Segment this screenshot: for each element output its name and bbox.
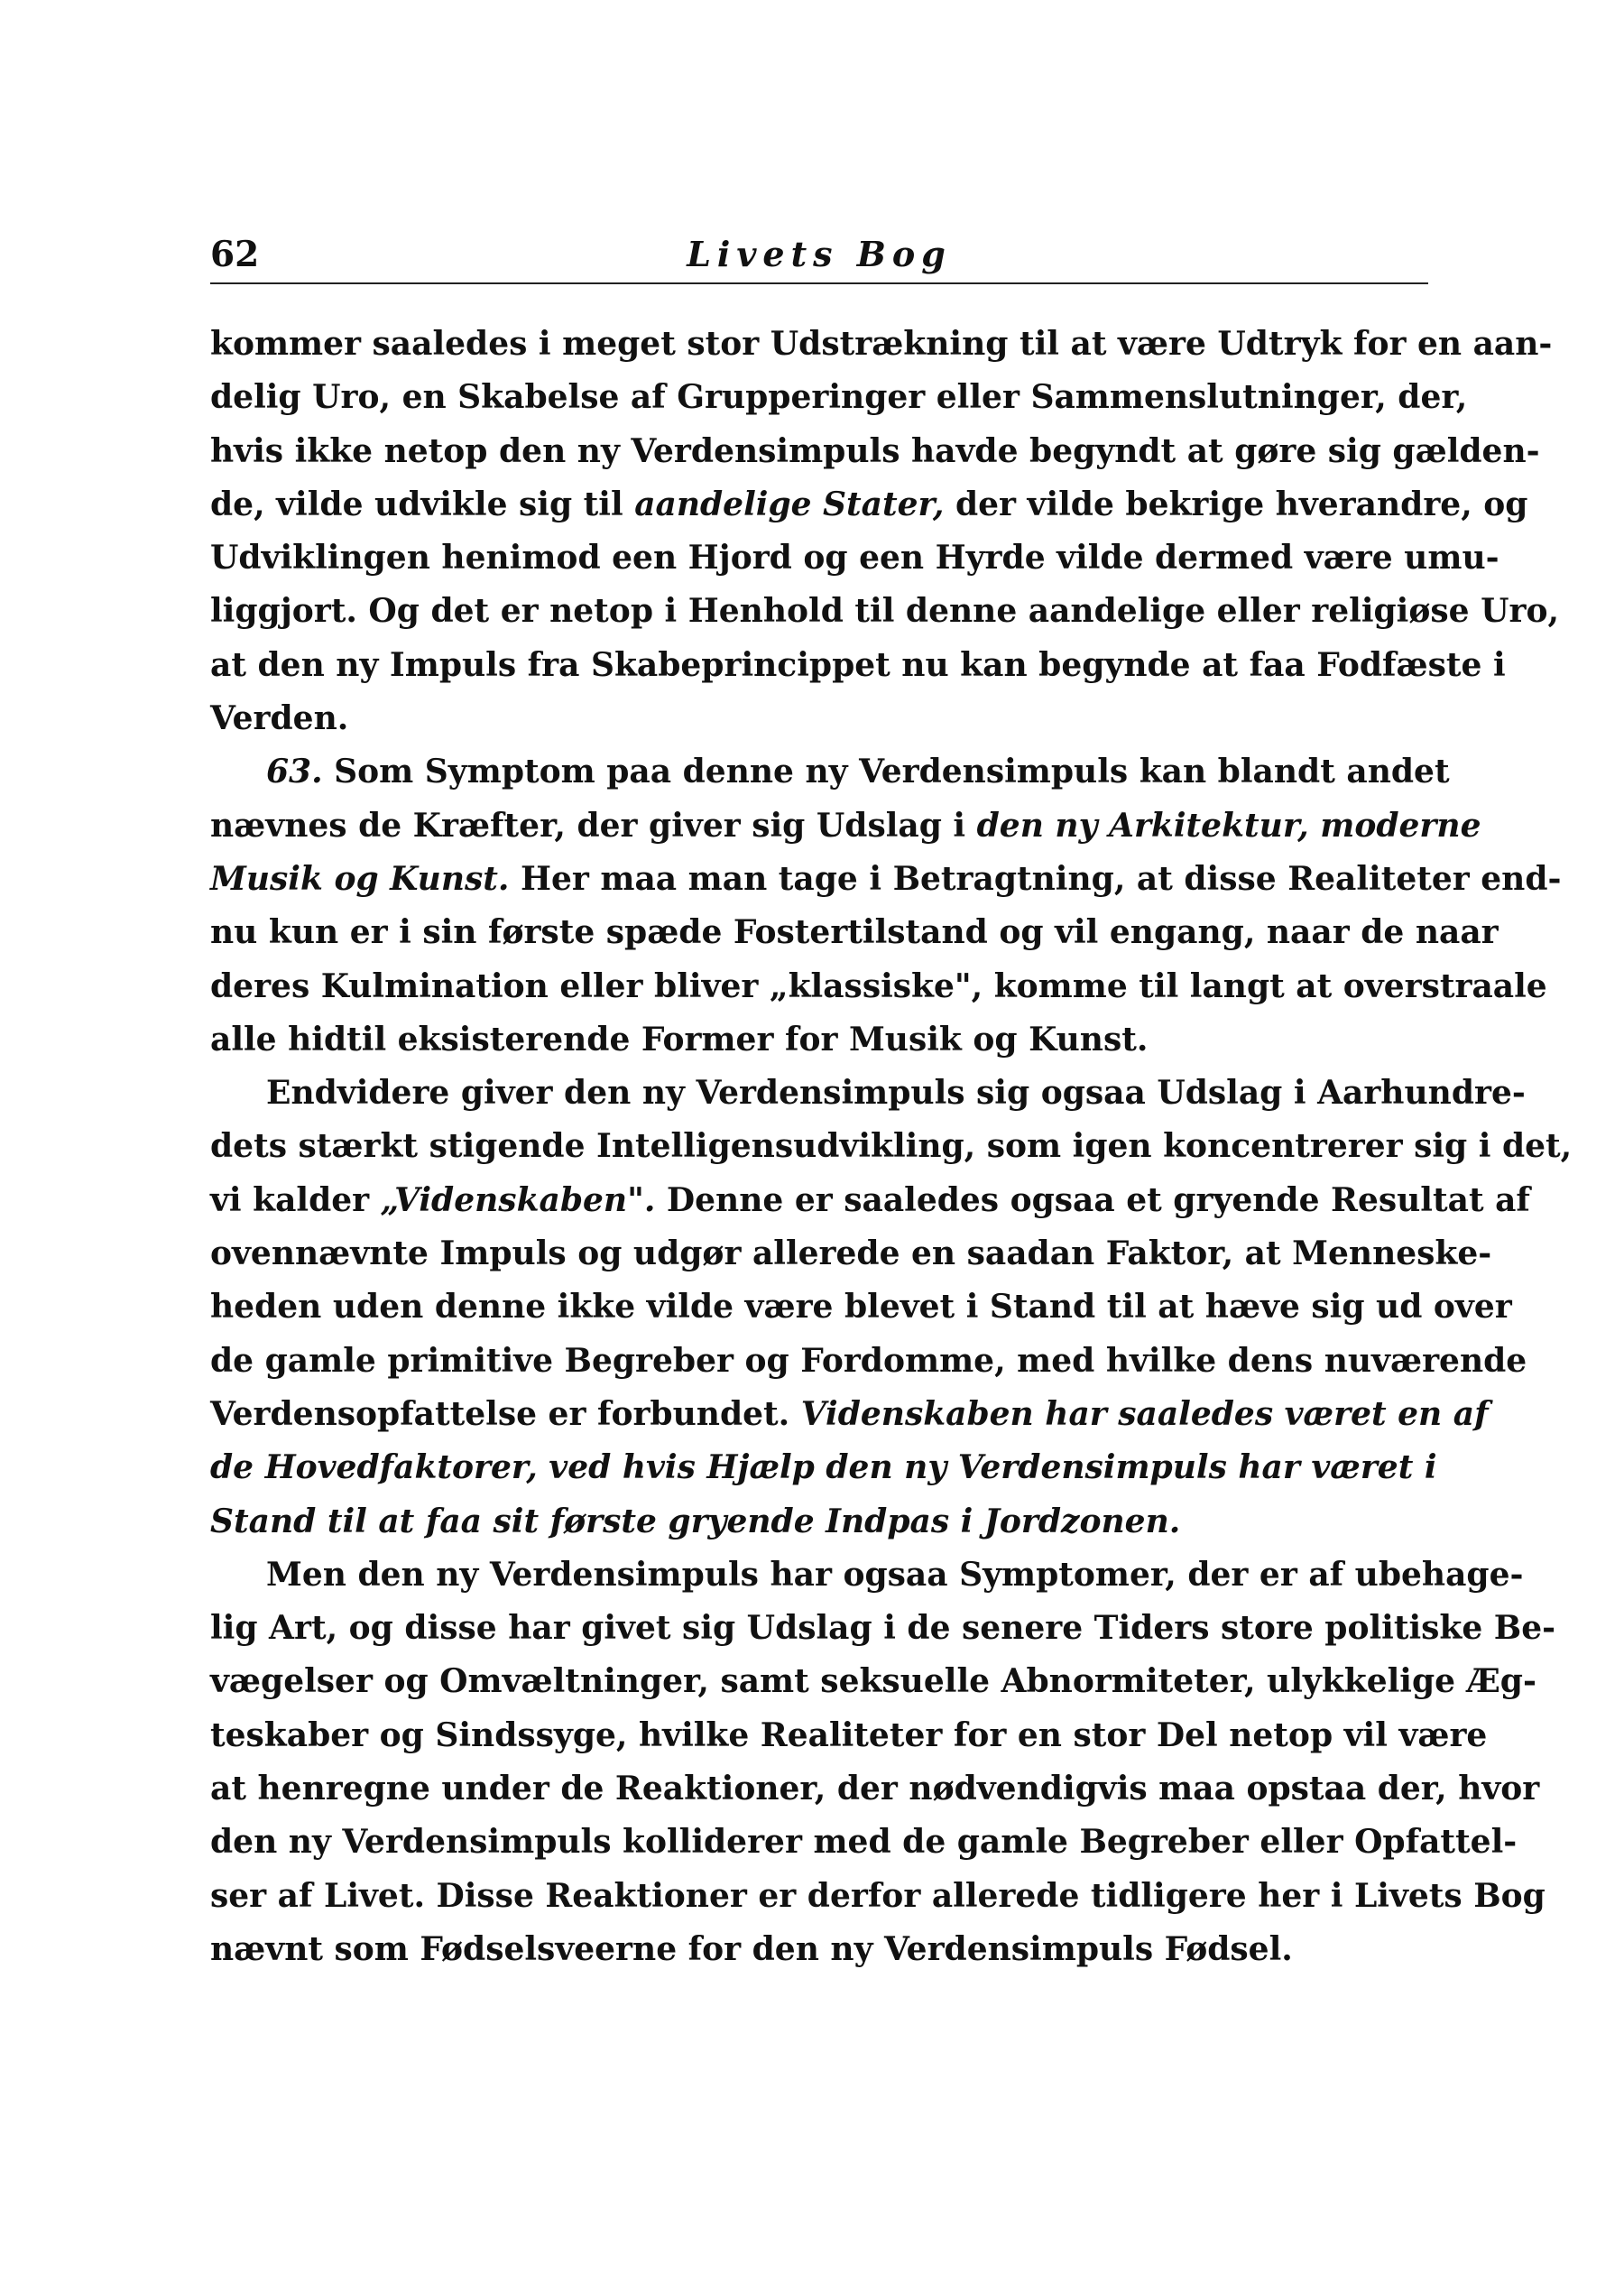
text-segment: Denne er saaledes ogsaa et gryende Resultat af [655,1180,1530,1219]
text-line: dets stærkt stigende Intelligensudvikling, som igen koncentrerer sig i det, [210,1127,1573,1166]
text-segment: Verdensopfattelse er forbundet. [210,1394,801,1433]
text-line: ser af Livet. Disse Reaktioner er derfor allerede tidligere her i Livets Bog [210,1876,1546,1915]
emphasis-text: den ny Arkitektur, moderne [976,806,1481,845]
emphasis-text: Videnskaben har saaledes været en af [800,1394,1489,1433]
text-line: Verden. [210,699,349,738]
emphasis-text: Musik og Kunst. [210,859,510,898]
text-line: vægelser og Omvæltninger, samt seksuelle Abnormiteter, ulykkelige Æg- [210,1662,1536,1701]
text-line: ovennævnte Impuls og udgør allerede en saadan Faktor, at Menneske- [210,1234,1492,1273]
text-line [210,1174,1530,1227]
body-text [210,318,1573,1976]
text-line: Men den ny Verdensimpuls har ogsaa Symptomer, der er af ubehage- [266,1555,1524,1594]
text-line: at den ny Impuls fra Skabeprincippet nu kan begynde at faa Fodfæste i [210,645,1506,684]
text-line: kommer saaledes i meget stor Udstrækning til at være Udtryk for en aan- [210,325,1553,363]
text-line: delig Uro, en Skabelse af Grupperinger eller Sammenslutninger, der, [210,378,1468,417]
running-title: Livets Bog [687,234,952,274]
text-line: nu kun er i sin første spæde Fostertilstand og vil engang, naar de naar [210,913,1499,952]
text-line [210,800,1481,853]
emphasis-line: Stand til at faa sit første gryende Indpas i Jordzonen. [210,1502,1181,1540]
page-number: 62 [210,234,260,275]
text-line: at henregne under de Reaktioner, der nødvendigvis maa opstaa der, hvor [210,1770,1540,1808]
text-line: Udviklingen henimod een Hjord og een Hyrde vilde dermed være umu- [210,539,1499,578]
text-line [210,478,1528,532]
text-segment: vi kalder [210,1180,381,1219]
text-line [210,853,1562,906]
text-line: Endvidere giver den ny Verdensimpuls sig ogsaa Udslag i Aarhundre- [266,1074,1526,1113]
text-line: deres Kulmination eller bliver „klassiske", komme til langt at overstraale [210,966,1547,1005]
emphasis-line: de Hovedfaktorer, ved hvis Hjælp den ny Verdensimpuls har været i [210,1448,1437,1487]
text-line: teskaber og Sindssyge, hvilke Realiteter for en stor Del netop vil være [210,1715,1488,1754]
text-line: hvis ikke netop den ny Verdensimpuls havde begyndt at gøre sig gælden- [210,431,1540,470]
emphasis-text: „Videnskaben". [380,1180,656,1219]
text-line: de gamle primitive Begreber og Fordomme, med hvilke dens nuværende [210,1341,1527,1380]
text-segment: der vilde bekrige hverandre, og [944,485,1528,523]
text-line: den ny Verdensimpuls kolliderer med de gamle Begreber eller Opfattel- [210,1823,1518,1862]
text-line: liggjort. Og det er netop i Henhold til denne aandelige eller religiøse Uro, [210,592,1559,631]
text-segment: Her maa man tage i Betragtning, at disse Realiteter end- [509,859,1562,898]
text-line: alle hidtil eksisterende Former for Musik og Kunst. [210,1020,1149,1059]
section-number: 63. [266,753,323,791]
emphasis-text: aandelige Stater, [634,485,945,523]
text-line: heden uden denne ikke vilde være blevet i Stand til at hæve sig ud over [210,1288,1512,1327]
text-line: lig Art, og disse har givet sig Udslag i de senere Tiders store politiske Be- [210,1609,1556,1648]
text-segment: nævnes de Kræfter, der giver sig Udslag i [210,806,977,845]
page-header [210,228,1428,284]
text-line [210,1388,1489,1441]
text-segment: Som Symptom paa denne ny Verdensimpuls kan blandt andet [322,753,1450,791]
text-line: nævnt som Fødselsveerne for den ny Verdensimpuls Fødsel. [210,1929,1293,1968]
text-line [210,745,1450,799]
text-segment: de, vilde udvikle sig til [210,485,635,523]
